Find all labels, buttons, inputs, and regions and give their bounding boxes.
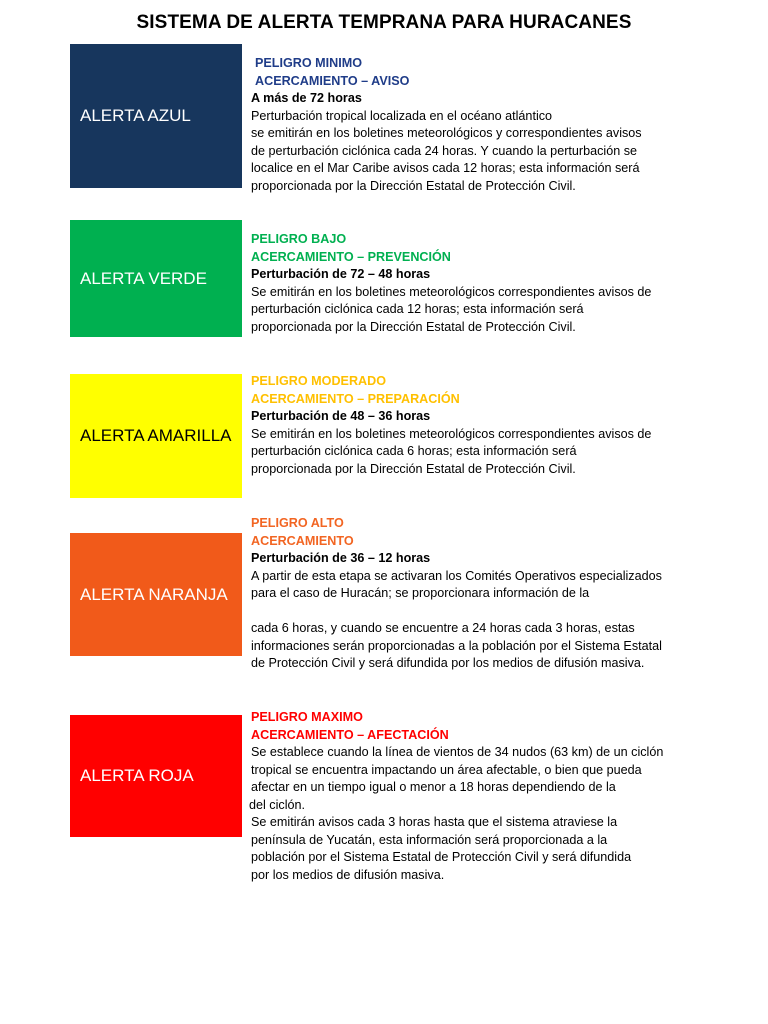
alert-verde-line: perturbación ciclónica cada 12 horas; esta información será: [251, 302, 584, 316]
alert-naranja-line: para el caso de Huracán; se proporcionara información de la: [251, 586, 590, 600]
alert-amarilla-time: Perturbación de 48 – 36 horas: [251, 409, 431, 423]
alert-roja-line: península de Yucatán, esta información será proporcionada a la: [251, 832, 608, 847]
alert-verde-line: Se emitirán en los boletines meteorológicos correspondientes avisos de: [251, 284, 652, 299]
alert-roja-line: población por el Sistema Estatal de Protección Civil y será difundida: [251, 850, 632, 864]
alert-roja-line: por los medios de difusión masiva.: [251, 867, 445, 882]
alert-roja-line: del ciclón.: [249, 797, 306, 812]
alert-azul-line: de perturbación ciclónica cada 24 horas. Y cuando la perturbación se: [251, 143, 637, 158]
alert-roja-line: Se establece cuando la línea de vientos de 34 nudos (63 km) de un ciclón: [251, 745, 664, 759]
alert-amarilla-block: [70, 374, 242, 498]
alert-verde-level: PELIGRO BAJO: [251, 232, 347, 246]
alert-azul-label: ALERTA AZUL: [80, 106, 191, 125]
alert-roja-block: [70, 715, 242, 837]
alert-roja-line: afectar en un tiempo igual o menor a 18 horas dependiendo de la: [251, 780, 616, 794]
alert-amarilla-line: Se emitirán en los boletines meteorológicos correspondientes avisos de: [251, 426, 652, 441]
alert-naranja-block: [70, 533, 242, 656]
alert-azul-block: [70, 44, 242, 188]
alert-roja-line: Se emitirán avisos cada 3 horas hasta que el sistema atraviese la: [251, 815, 618, 829]
alert-naranja-line: de Protección Civil y será difundida por los medios de difusión masiva.: [251, 656, 645, 670]
alert-naranja-label: ALERTA NARANJA: [80, 584, 228, 604]
alert-azul-line: proporcionada por la Dirección Estatal de Protección Civil.: [251, 178, 576, 193]
alert-naranja-line: [251, 603, 671, 621]
alert-azul-line: se emitirán en los boletines meteorológicos y correspondientes avisos: [251, 126, 642, 140]
alert-roja-line: tropical se encuentra impactando un área afectable, o bien que pueda: [251, 762, 642, 777]
alert-amarilla-line: proporcionada por la Dirección Estatal de Protección Civil.: [251, 461, 576, 476]
alert-azul-line: Perturbación tropical localizada en el océano atlántico: [251, 108, 553, 123]
alert-amarilla-line: perturbación ciclónica cada 6 horas; esta información será: [251, 444, 577, 458]
alert-azul-text: [251, 55, 671, 195]
alert-roja-label: ALERTA ROJA: [80, 766, 194, 785]
alert-azul-time: A más de 72 horas: [251, 91, 362, 105]
alert-azul-phase: ACERCAMIENTO – AVISO: [255, 73, 410, 88]
page-title: SISTEMA DE ALERTA TEMPRANA PARA HURACANES: [136, 12, 632, 33]
alert-roja-text: [251, 709, 671, 884]
alert-azul-level: PELIGRO MINIMO: [255, 56, 363, 70]
alert-verde-text: [251, 231, 671, 336]
alert-roja-phase: ACERCAMIENTO – AFECTACIÓN: [251, 727, 449, 742]
alert-amarilla-level: PELIGRO MODERADO: [251, 374, 387, 388]
alert-verde-block: [70, 220, 242, 337]
alert-naranja-text: [251, 515, 671, 673]
alert-naranja-level: PELIGRO ALTO: [251, 516, 344, 530]
alert-naranja-line: informaciones serán proporcionadas a la población por el Sistema Estatal: [251, 638, 662, 653]
alert-verde-time: Perturbación de 72 – 48 horas: [251, 267, 431, 281]
alert-amarilla-label: ALERTA AMARILLA: [80, 426, 232, 445]
alert-naranja-line: A partir de esta etapa se activaran los Comités Operativos especializados: [251, 568, 662, 583]
alert-verde-label: ALERTA VERDE: [80, 268, 207, 288]
alert-verde-line: proporcionada por la Dirección Estatal de Protección Civil.: [251, 319, 576, 334]
alert-amarilla-phase: ACERCAMIENTO – PREPARACIÓN: [251, 391, 460, 406]
alert-verde-phase: ACERCAMIENTO – PREVENCIÓN: [251, 249, 451, 264]
alert-naranja-phase: ACERCAMIENTO: [251, 533, 354, 548]
alert-roja-level: PELIGRO MAXIMO: [251, 710, 363, 724]
alert-amarilla-text: [251, 373, 671, 478]
alert-azul-line: localice en el Mar Caribe avisos cada 12 horas; esta información será: [251, 161, 640, 175]
alert-naranja-time: Perturbación de 36 – 12 horas: [251, 551, 431, 565]
alert-naranja-line: cada 6 horas, y cuando se encuentre a 24 horas cada 3 horas, estas: [251, 621, 635, 635]
